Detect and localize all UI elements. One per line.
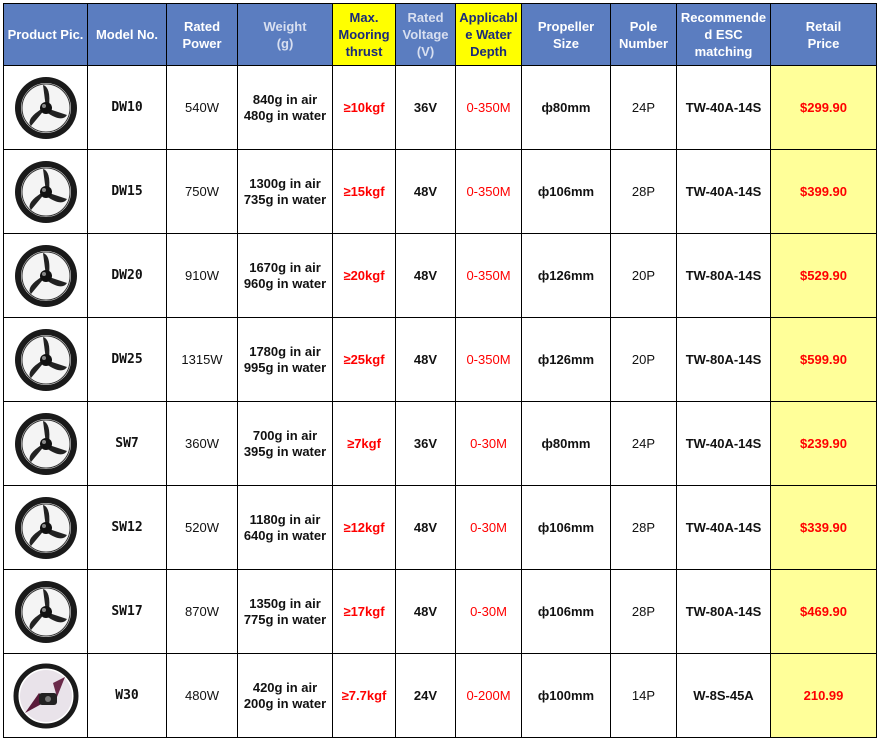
rated-voltage-cell: 48V (396, 486, 456, 570)
max-thrust-cell: ≥7.7kgf (333, 654, 396, 738)
retail-price-cell: $599.90 (771, 318, 877, 402)
weight-water: 995g in water (243, 359, 327, 375)
model-no-cell: DW15 (88, 150, 167, 234)
pole-number-cell: 20P (611, 234, 677, 318)
esc-cell: TW-40A-14S (677, 150, 771, 234)
weight-cell (238, 66, 333, 150)
propeller-size-cell: ф106mm (522, 570, 611, 654)
max-thrust-cell: ≥25kgf (333, 318, 396, 402)
thruster-icon-duct (6, 243, 85, 309)
weight-air: 1670g in air (249, 259, 321, 275)
header-model-no: Model No. (88, 4, 167, 66)
weight-water: 395g in water (243, 443, 327, 459)
product-pic-cell (4, 570, 88, 654)
max-thrust-cell: ≥15kgf (333, 150, 396, 234)
rated-voltage-cell: 48V (396, 570, 456, 654)
thruster-icon-duct (6, 579, 85, 645)
weight-water: 480g in water (243, 107, 327, 123)
product-pic-cell (4, 150, 88, 234)
product-pic-cell (4, 486, 88, 570)
weight-air: 840g in air (252, 91, 318, 107)
weight-water: 775g in water (243, 611, 327, 627)
rated-voltage-cell: 48V (396, 150, 456, 234)
weight-air: 1300g in air (249, 175, 321, 191)
table-row (4, 66, 877, 150)
weight-cell (238, 150, 333, 234)
model-no-cell: SW7 (88, 402, 167, 486)
pole-number-cell: 28P (611, 570, 677, 654)
model-no-cell: W30 (88, 654, 167, 738)
table-row (4, 150, 877, 234)
weight-air: 1350g in air (249, 595, 321, 611)
retail-price-cell: $339.90 (771, 486, 877, 570)
table-row (4, 318, 877, 402)
water-depth-cell: 0-30M (456, 486, 522, 570)
pole-number-cell: 20P (611, 318, 677, 402)
pole-number-cell: 24P (611, 402, 677, 486)
rated-voltage-cell: 36V (396, 402, 456, 486)
table-row (4, 654, 877, 738)
header-product-pic: Product Pic. (4, 4, 88, 66)
weight-water: 200g in water (243, 695, 327, 711)
model-no-cell: DW25 (88, 318, 167, 402)
weight-air: 700g in air (252, 427, 318, 443)
table-row (4, 486, 877, 570)
max-thrust-cell: ≥10kgf (333, 66, 396, 150)
table-row (4, 570, 877, 654)
rated-power-cell: 870W (167, 570, 238, 654)
thruster-icon-duct (6, 495, 85, 561)
thruster-icon-duct (6, 75, 85, 141)
retail-price-cell: $399.90 (771, 150, 877, 234)
weight-water: 735g in water (243, 191, 327, 207)
product-pic-cell (4, 318, 88, 402)
header-row (4, 4, 877, 66)
retail-price-cell: $529.90 (771, 234, 877, 318)
rated-power-cell: 540W (167, 66, 238, 150)
weight-water: 640g in water (243, 527, 327, 543)
esc-cell: TW-80A-14S (677, 570, 771, 654)
retail-price-cell: $239.90 (771, 402, 877, 486)
header-water-depth: Applicabl e Water Depth (456, 4, 522, 66)
rated-power-cell: 360W (167, 402, 238, 486)
rated-power-cell: 750W (167, 150, 238, 234)
rated-voltage-cell: 48V (396, 318, 456, 402)
product-pic-cell (4, 66, 88, 150)
water-depth-cell: 0-350M (456, 234, 522, 318)
header-rated-power: Rated Power (167, 4, 238, 66)
rated-voltage-cell: 48V (396, 234, 456, 318)
water-depth-cell: 0-30M (456, 402, 522, 486)
propeller-size-cell: ф106mm (522, 150, 611, 234)
esc-cell: W-8S-45A (677, 654, 771, 738)
max-thrust-cell: ≥20kgf (333, 234, 396, 318)
weight-cell (238, 654, 333, 738)
thruster-icon-duct (6, 159, 85, 225)
esc-cell: TW-80A-14S (677, 318, 771, 402)
propeller-size-cell: ф80mm (522, 402, 611, 486)
weight-cell (238, 486, 333, 570)
product-pic-cell (4, 234, 88, 318)
propeller-size-cell: ф100mm (522, 654, 611, 738)
esc-cell: TW-40A-14S (677, 486, 771, 570)
table-row (4, 234, 877, 318)
weight-cell (238, 318, 333, 402)
pole-number-cell: 24P (611, 66, 677, 150)
pole-number-cell: 14P (611, 654, 677, 738)
water-depth-cell: 0-350M (456, 150, 522, 234)
propeller-size-cell: ф80mm (522, 66, 611, 150)
weight-air: 1180g in air (249, 511, 321, 527)
max-thrust-cell: ≥7kgf (333, 402, 396, 486)
esc-cell: TW-40A-14S (677, 66, 771, 150)
max-thrust-cell: ≥17kgf (333, 570, 396, 654)
retail-price-cell: $299.90 (771, 66, 877, 150)
retail-price-cell: $469.90 (771, 570, 877, 654)
table-row (4, 402, 877, 486)
product-pic-cell (4, 402, 88, 486)
retail-price-cell: 210.99 (771, 654, 877, 738)
model-no-cell: DW20 (88, 234, 167, 318)
water-depth-cell: 0-350M (456, 318, 522, 402)
header-propeller-size: Propeller Size (522, 4, 611, 66)
header-retail-price: Retail Price (771, 4, 877, 66)
pole-number-cell: 28P (611, 150, 677, 234)
water-depth-cell: 0-30M (456, 570, 522, 654)
header-weight: Weight (g) (238, 4, 333, 66)
propeller-size-cell: ф126mm (522, 234, 611, 318)
pole-number-cell: 28P (611, 486, 677, 570)
model-no-cell: DW10 (88, 66, 167, 150)
propeller-size-cell: ф106mm (522, 486, 611, 570)
rated-power-cell: 520W (167, 486, 238, 570)
water-depth-cell: 0-350M (456, 66, 522, 150)
thruster-icon-duct (6, 327, 85, 393)
rated-voltage-cell: 24V (396, 654, 456, 738)
rated-power-cell: 910W (167, 234, 238, 318)
header-pole-number: Pole Number (611, 4, 677, 66)
weight-cell (238, 234, 333, 318)
product-pic-cell (4, 654, 88, 738)
model-no-cell: SW17 (88, 570, 167, 654)
thruster-icon-duct (6, 411, 85, 477)
header-esc: Recommende d ESC matching (677, 4, 771, 66)
water-depth-cell: 0-200M (456, 654, 522, 738)
weight-air: 420g in air (252, 679, 318, 695)
weight-cell (238, 570, 333, 654)
max-thrust-cell: ≥12kgf (333, 486, 396, 570)
rated-power-cell: 480W (167, 654, 238, 738)
propeller-size-cell: ф126mm (522, 318, 611, 402)
esc-cell: TW-40A-14S (677, 402, 771, 486)
weight-water: 960g in water (243, 275, 327, 291)
thruster-icon-ring (6, 663, 85, 729)
model-no-cell: SW12 (88, 486, 167, 570)
rated-power-cell: 1315W (167, 318, 238, 402)
weight-cell (238, 402, 333, 486)
spec-table (3, 3, 877, 738)
esc-cell: TW-80A-14S (677, 234, 771, 318)
rated-voltage-cell: 36V (396, 66, 456, 150)
header-rated-voltage: Rated Voltage (V) (396, 4, 456, 66)
weight-air: 1780g in air (249, 343, 321, 359)
header-max-thrust: Max. Mooring thrust (333, 4, 396, 66)
